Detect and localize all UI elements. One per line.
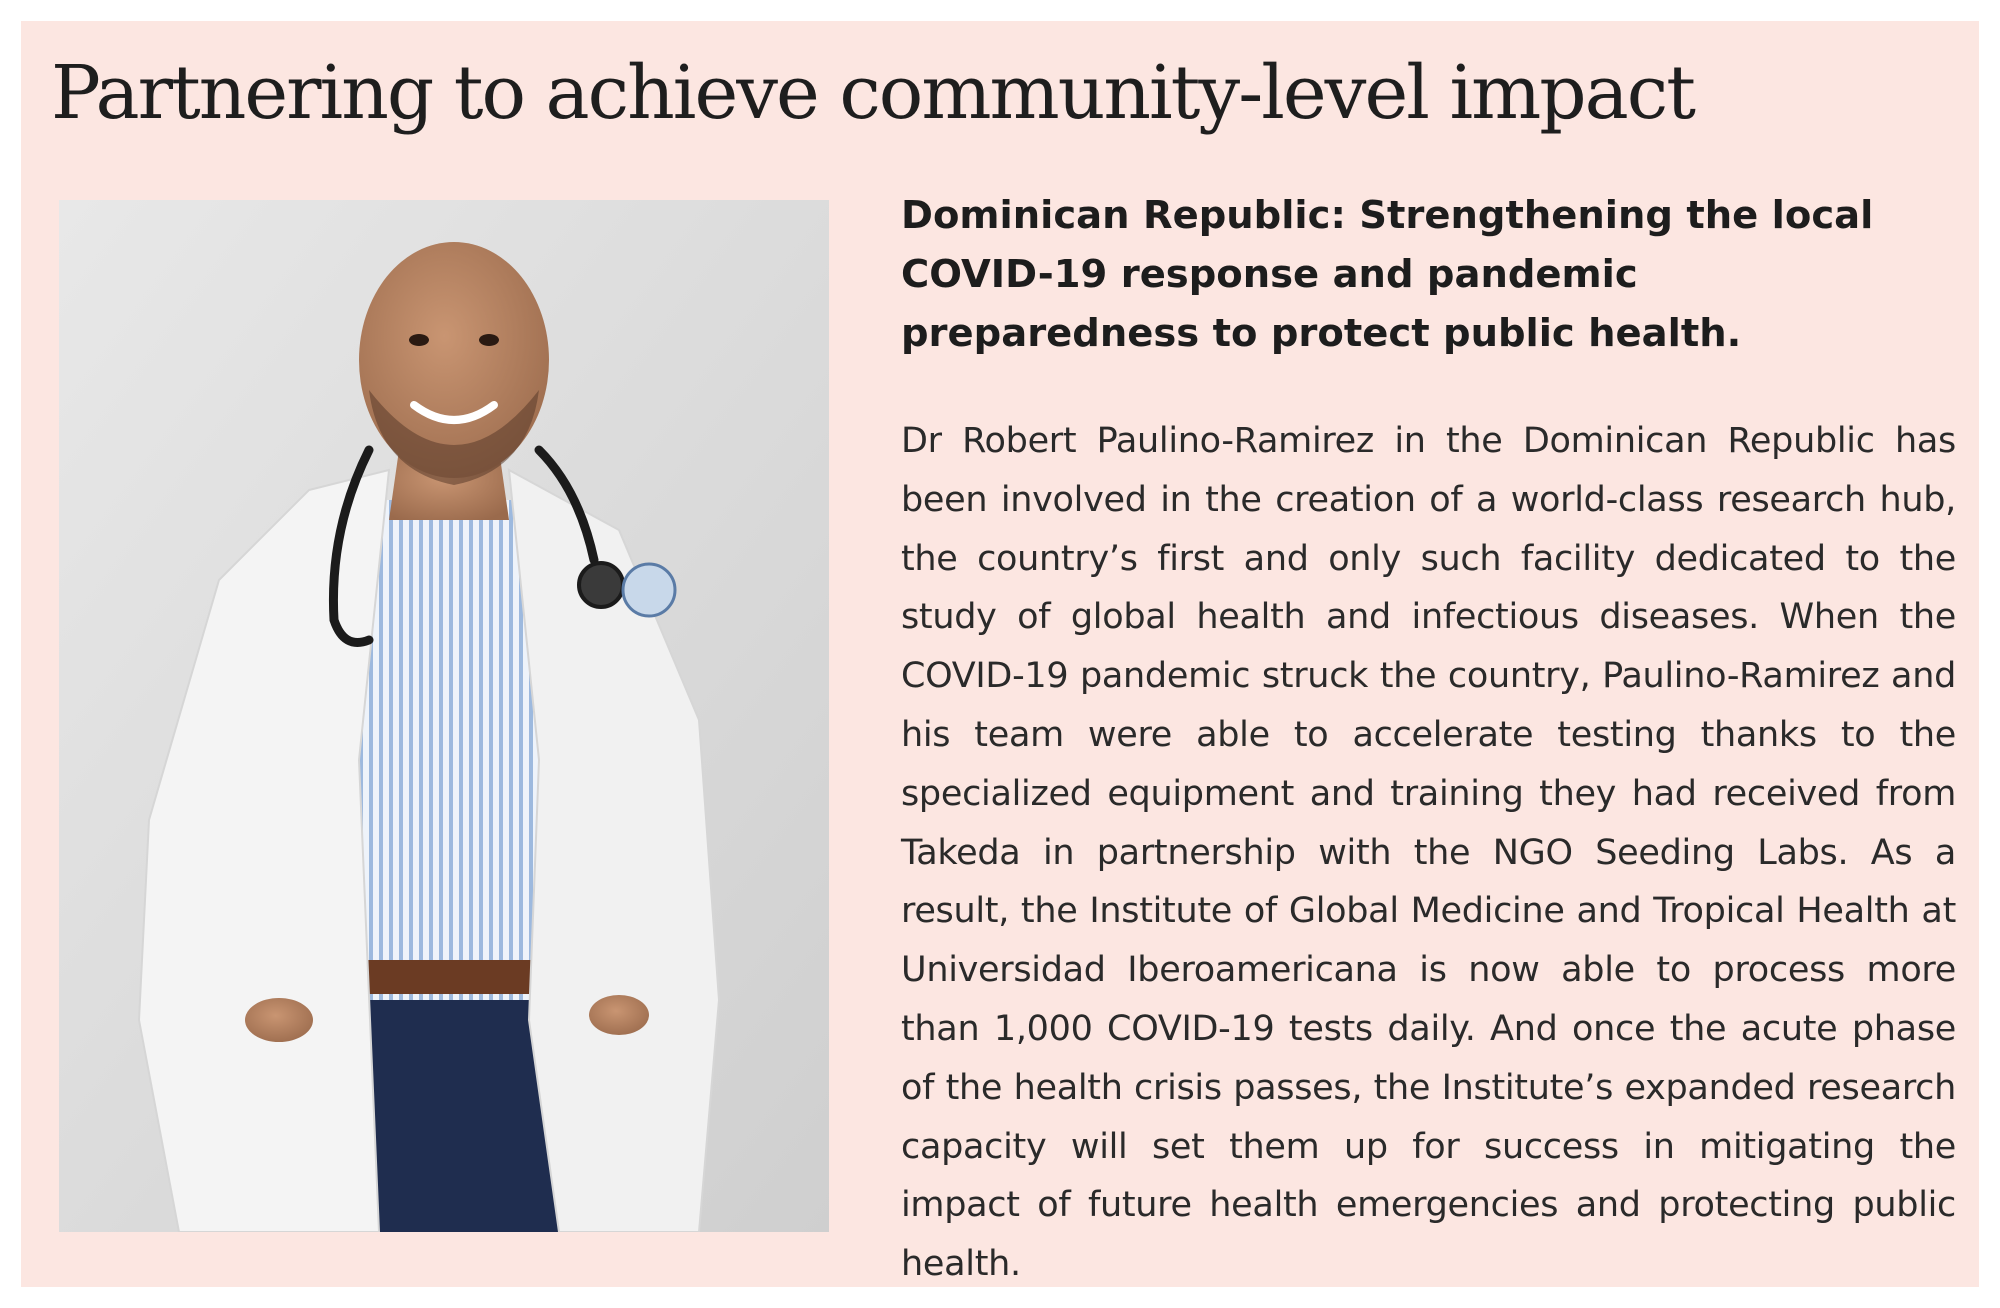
article-text bbox=[901, 186, 1956, 1294]
info-panel bbox=[21, 21, 1979, 1287]
portrait-illustration bbox=[59, 200, 829, 1232]
article-subhead: Dominican Republic: Strengthening the local COVID-19 response and pandemic preparedness to protect public health. bbox=[901, 193, 1874, 356]
page-title: Partnering to achieve community-level impact bbox=[51, 50, 1694, 136]
article-body: Dr Robert Paulino-Ramirez in the Dominican Republic has been involved in the creation of a world-class research hub, the country’s first and only such facility dedicated to the study of global health and infectious diseases. When the COVID-19 pandemic struck the country, Paulino-Ramirez and his team were able to accelerate testing thanks to the specialized equipment and training they had received from Takeda in partnership with the NGO Seeding Labs. As a result, the Institute of Global Medicine and Tropical Health at Universidad Iberoamericana is now able to process more than 1,000 COVID-19 tests daily. And once the acute phase of the health crisis passes, the Institute’s expanded research capacity will set them up for success in mitigating the impact of future health emergencies and protecting public health. bbox=[901, 421, 1956, 1285]
doctor-portrait-photo bbox=[59, 200, 829, 1232]
belt-shape bbox=[349, 960, 539, 994]
emblem-icon bbox=[623, 564, 675, 616]
